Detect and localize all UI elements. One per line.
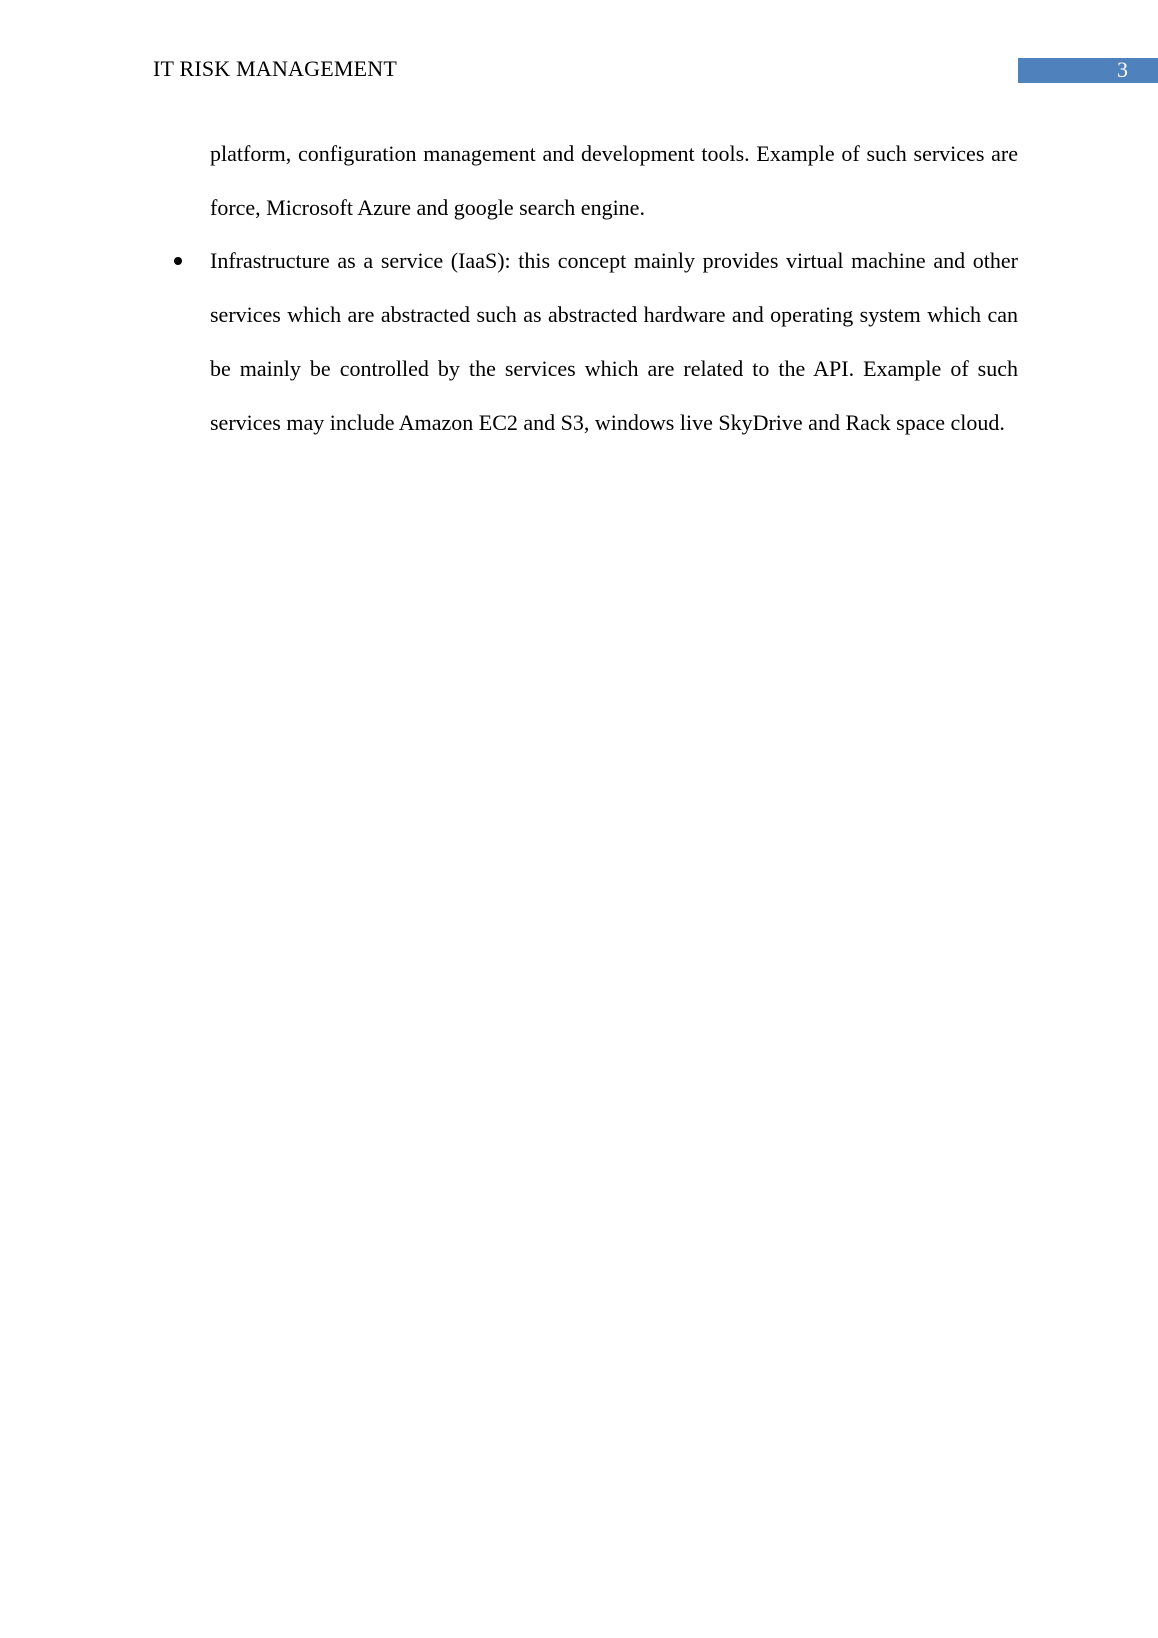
running-head-title: IT RISK MANAGEMENT <box>153 56 397 81</box>
page-number-box <box>1018 58 1158 83</box>
document-body <box>210 127 1018 449</box>
page-number: 3 <box>1117 57 1128 82</box>
bullet-text: Infrastructure as a service (IaaS): this concept mainly provides virtual machine and other services which are abstracted such as abstracted hardware and operating system which can be mainly be controlled by the services which are related to the API. Example of such services may include Amazon EC2 and S3, windows live SkyDrive and Rack space cloud. <box>210 248 1018 435</box>
bullet-list-item <box>210 234 1018 449</box>
continued-paragraph: platform, configuration management and development tools. Example of such services are force, Microsoft Azure and google search engine. <box>210 141 1018 220</box>
bullet-icon <box>174 257 182 265</box>
